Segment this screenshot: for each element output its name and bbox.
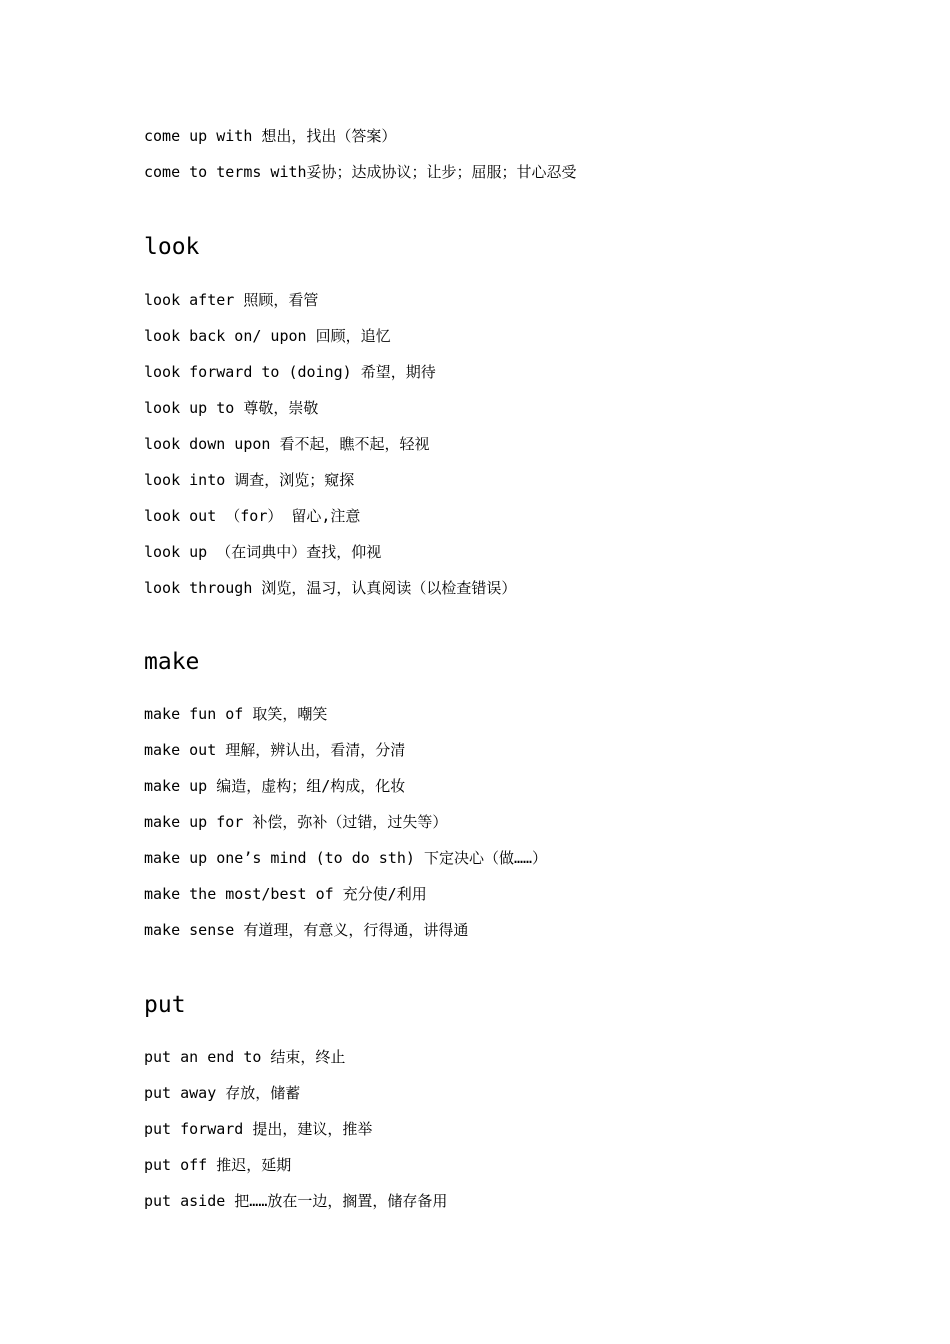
intro-phrase-list	[144, 118, 577, 190]
section-make-phrase-list	[144, 696, 547, 948]
phrase-line: look down upon 看不起，瞧不起，轻视	[144, 435, 430, 453]
phrase-line: look up to 尊敬，崇敬	[144, 399, 319, 417]
phrase-line: make the most/best of 充分使/利用	[144, 885, 427, 903]
phrase-line: look out （for） 留心,注意	[144, 507, 361, 525]
phrase-line: look forward to (doing) 希望，期待	[144, 363, 436, 381]
section-heading-look: look	[144, 234, 200, 260]
phrase-line: make up one’s mind (to do sth) 下定决心（做……）	[144, 849, 548, 867]
phrase-line: put away 存放，储蓄	[144, 1084, 301, 1102]
phrase-line: put off 推迟，延期	[144, 1156, 292, 1174]
section-heading-put: put	[144, 992, 186, 1018]
phrase-line: look up （在词典中）查找，仰视	[144, 543, 382, 561]
phrase-line: look into 调查，浏览；窥探	[144, 471, 355, 489]
section-look-phrase-list	[144, 282, 516, 606]
section-heading-make: make	[144, 649, 200, 675]
phrase-line: look through 浏览，温习，认真阅读（以检查错误）	[144, 579, 517, 597]
phrase-line: put aside 把……放在一边，搁置，储存备用	[144, 1192, 448, 1210]
phrase-line: put an end to 结束，终止	[144, 1048, 346, 1066]
phrase-line: make up 编造，虚构；组/构成，化妆	[144, 777, 406, 795]
phrase-line: look back on/ upon 回顾，追忆	[144, 327, 391, 345]
phrase-line: put forward 提出，建议，推举	[144, 1120, 373, 1138]
phrase-line: make fun of 取笑，嘲笑	[144, 705, 328, 723]
section-put-phrase-list	[144, 1039, 447, 1219]
phrase-line: make sense 有道理，有意义，行得通，讲得通	[144, 921, 469, 939]
phrase-line: make out 理解，辨认出，看清，分清	[144, 741, 406, 759]
phrase-line: look after 照顾，看管	[144, 291, 319, 309]
phrase-line: make up for 补偿，弥补（过错，过失等）	[144, 813, 448, 831]
phrase-line: come up with 想出，找出（答案）	[144, 127, 397, 145]
phrase-line: come to terms with妥协；达成协议；让步；屈服；甘心忍受	[144, 163, 577, 181]
